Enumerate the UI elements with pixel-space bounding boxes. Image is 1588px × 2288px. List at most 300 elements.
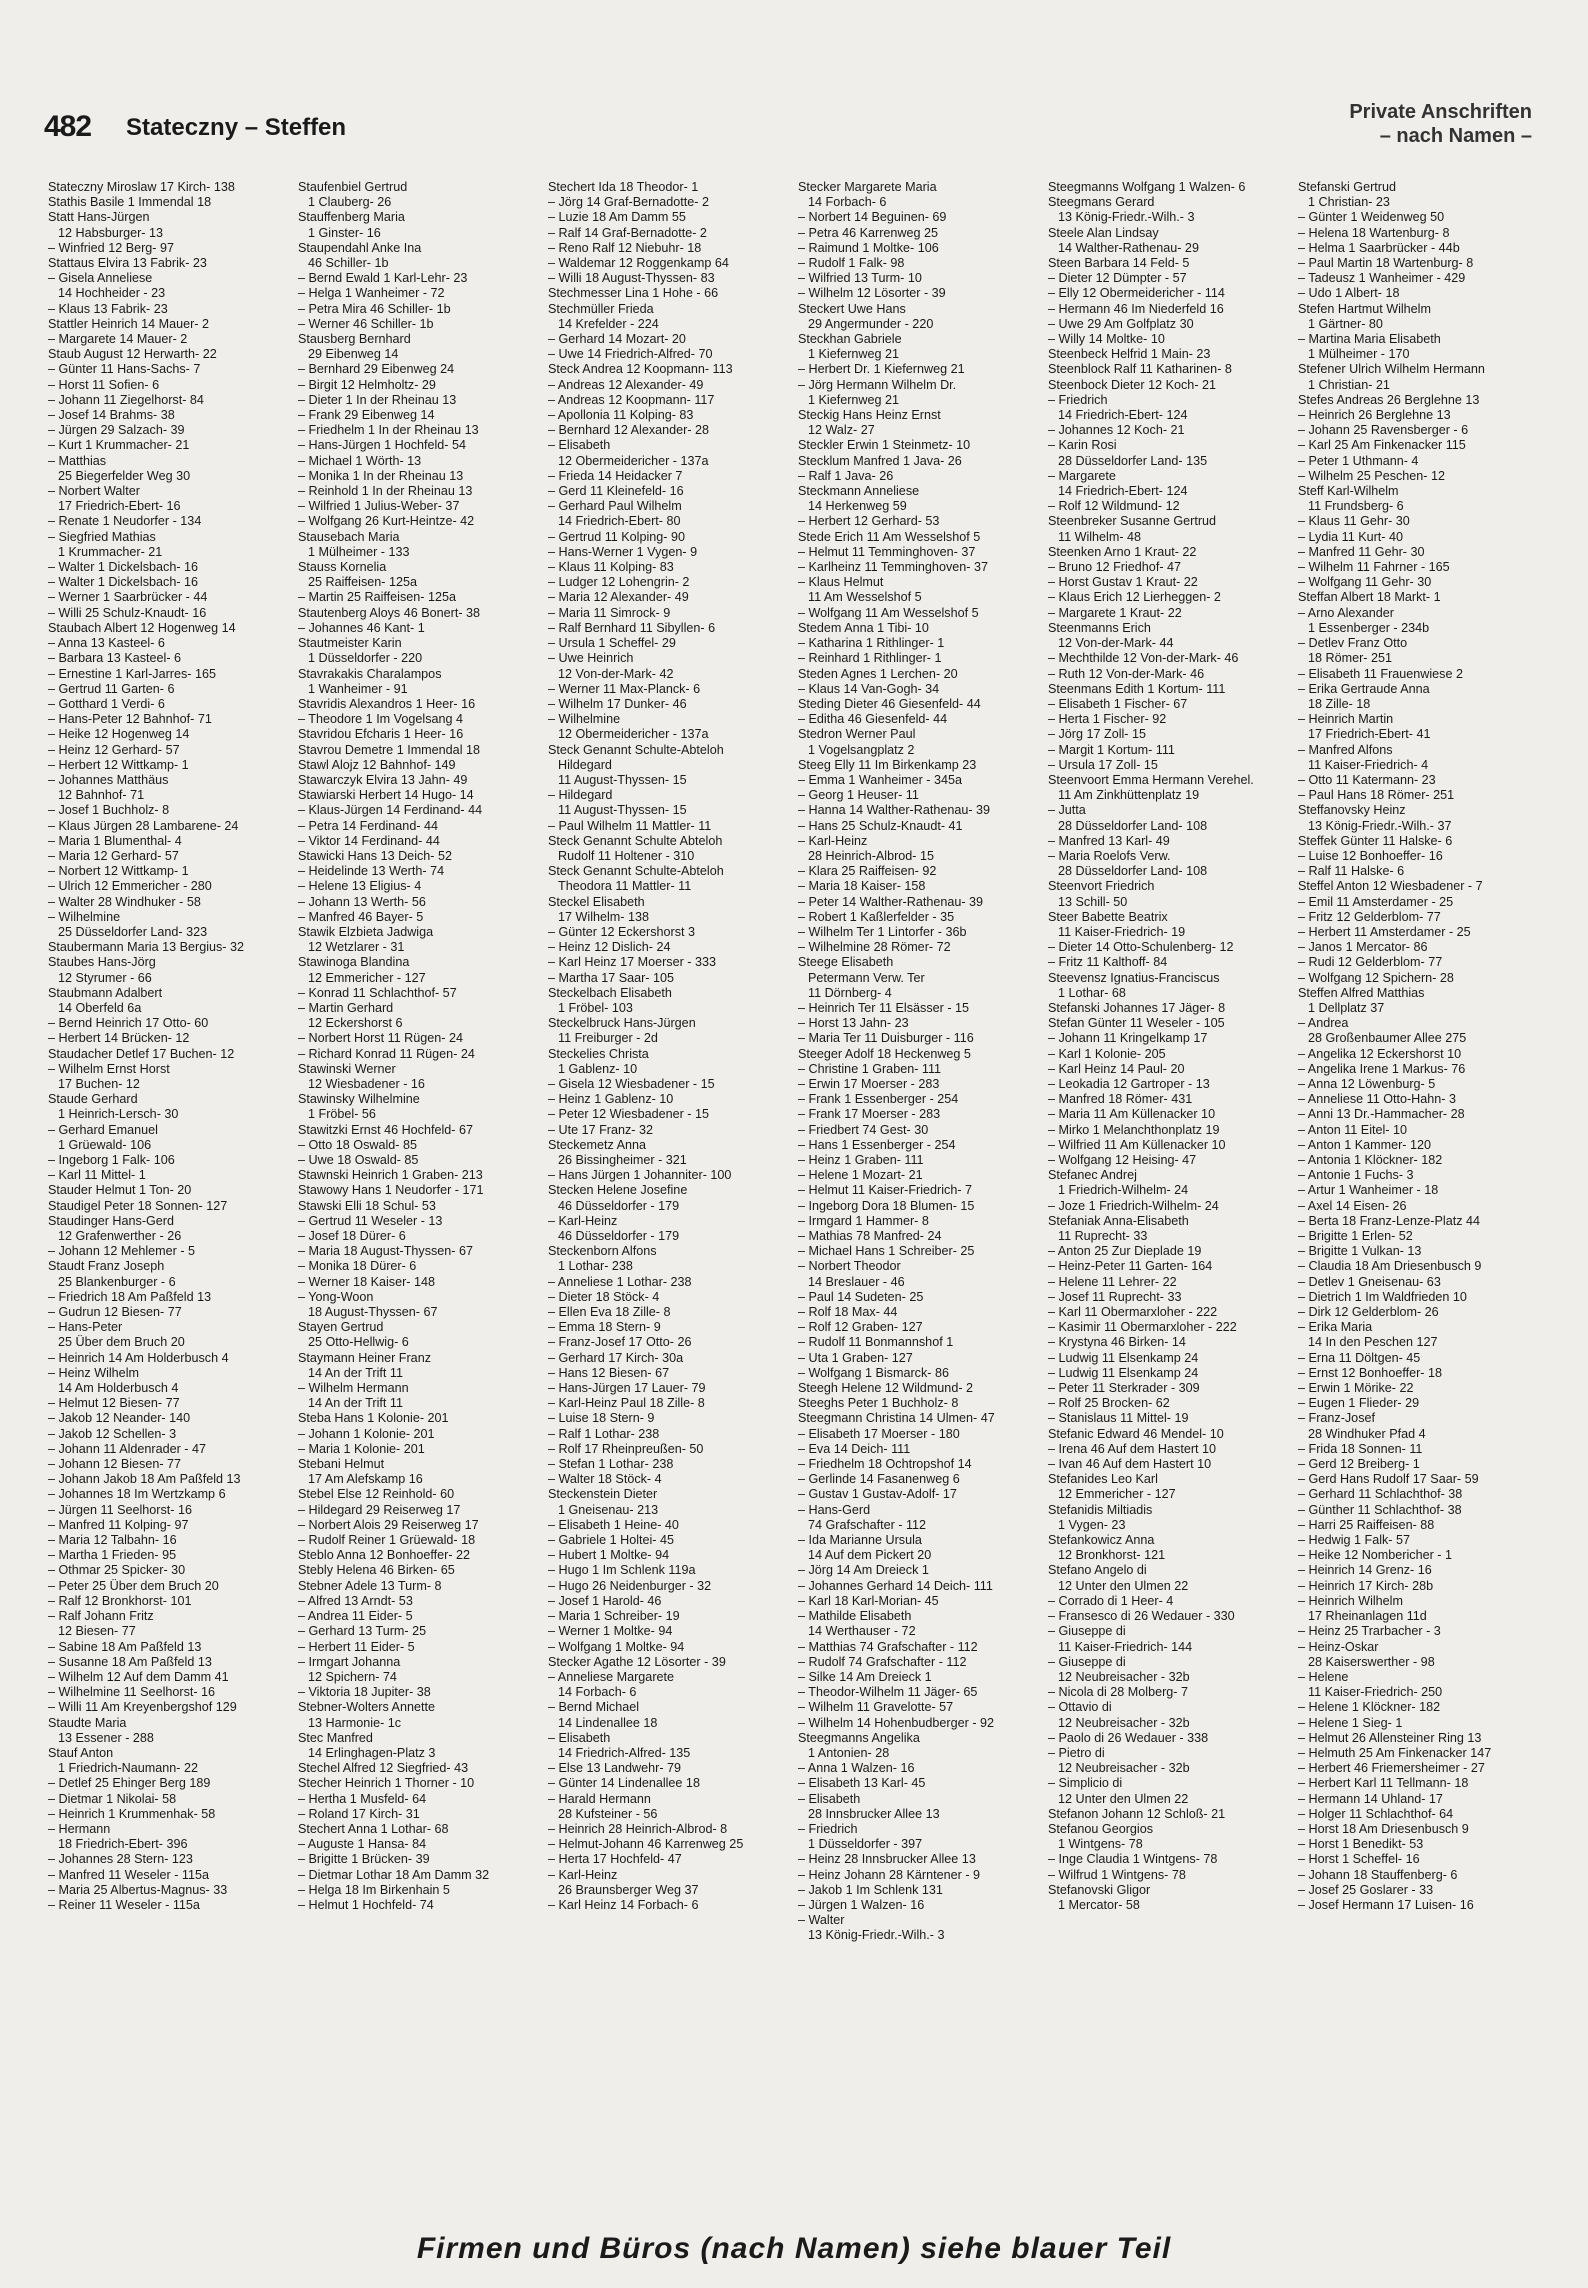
directory-entry: – Rolf 25 Brocken- 62	[1048, 1396, 1170, 1411]
directory-entry: 11 Frundsberg- 6	[1308, 499, 1404, 514]
directory-entry: 12 Walz- 27	[808, 423, 875, 438]
directory-entry: Steenbock Dieter 12 Koch- 21	[1048, 377, 1217, 392]
directory-entry: 28 Windhuker Pfad 4	[1308, 1426, 1426, 1441]
directory-entry: – Theodor-Wilhelm 11 Jäger- 65	[798, 1685, 978, 1700]
directory-entry: – Manfred 11 Weseler - 115a	[48, 1867, 210, 1882]
directory-entry: – Luise 12 Bonhoeffer- 16	[1298, 848, 1443, 863]
directory-entry: – Maria 12 Talbahn- 16	[48, 1533, 177, 1548]
directory-entry: Steele Alan Lindsay	[1048, 225, 1159, 240]
directory-entry: Steenbreker Susanne Gertrud	[1048, 514, 1217, 529]
directory-entry: 12 Von-der-Mark- 42	[558, 666, 674, 681]
directory-entry: – Helmut 1 Hochfeld- 74	[298, 1897, 434, 1912]
directory-entry: Staubach Albert 12 Hogenweg 14	[48, 620, 236, 635]
directory-entry: – Karl 11 Obermarxloher - 222	[1048, 1305, 1218, 1320]
directory-entry: 28 Kufsteiner - 56	[558, 1806, 658, 1821]
directory-entry: – Jutta	[1048, 803, 1086, 818]
directory-entry: – Eugen 1 Flieder- 29	[1298, 1396, 1420, 1411]
directory-entry: – Bernd Heinrich 17 Otto- 60	[48, 1016, 209, 1031]
directory-entry: – Margarete 1 Kraut- 22	[1048, 605, 1182, 620]
directory-entry: – Ralf 12 Bronkhorst- 101	[48, 1593, 192, 1608]
directory-entry: Stawowy Hans 1 Neudorfer - 171	[298, 1183, 484, 1198]
directory-entry: – Paul Hans 18 Römer- 251	[1298, 788, 1455, 803]
directory-entry: 12 Bronkhorst- 121	[1058, 1548, 1166, 1563]
directory-entry: – Johannes 46 Kant- 1	[298, 620, 425, 635]
directory-entry: – Karl 11 Mittel- 1	[48, 1168, 146, 1183]
directory-entry: – Holger 11 Schlachthof- 64	[1298, 1806, 1454, 1821]
directory-entry: – Peter 11 Sterkrader - 309	[1048, 1381, 1200, 1396]
directory-entry: – Erika Maria	[1298, 1320, 1373, 1335]
directory-entry: – Artur 1 Wanheimer - 18	[1298, 1183, 1439, 1198]
directory-entry: – Ludwig 11 Elsenkamp 24	[1048, 1350, 1199, 1365]
directory-entry: Steckelies Christa	[548, 1046, 649, 1061]
directory-entry: Steck Genannt Schulte Abteloh	[548, 833, 723, 848]
directory-entry: – Uwe Heinrich	[548, 651, 634, 666]
directory-entry: 1 Kiefernweg 21	[808, 392, 900, 407]
directory-entry: – Heinrich 14 Grenz- 16	[1298, 1563, 1432, 1578]
directory-entry: – Dieter 14 Otto-Schulenberg- 12	[1048, 940, 1234, 955]
directory-entry: Steckler Erwin 1 Steinmetz- 10	[798, 438, 971, 453]
footer-note: Firmen und Büros (nach Namen) siehe blauer Teil	[416, 2232, 1172, 2265]
directory-entry: Steevensz Ignatius-Franciscus	[1048, 970, 1220, 985]
directory-entry: – Johann 13 Werth- 56	[298, 894, 426, 909]
directory-entry: – Helmuth 25 Am Finkenacker 147	[1298, 1745, 1492, 1760]
directory-entry: 12 Wetzlarer - 31	[308, 940, 405, 955]
directory-entry: Stausebach Maria	[298, 529, 400, 544]
directory-entry: – Karlheinz 11 Temminghoven- 37	[798, 560, 988, 575]
directory-entry: – Willi 11 Am Kreyenbergshof 129	[48, 1700, 237, 1715]
directory-entry: 11 Wilhelm- 48	[1058, 529, 1142, 544]
directory-entry: 1 Grüewald- 106	[58, 1137, 152, 1152]
directory-entry: – Horst 13 Jahn- 23	[798, 1016, 909, 1031]
directory-entry: – Karl-Heinz	[548, 1867, 618, 1882]
directory-entry: – Friedhelm 18 Ochtropshof 14	[798, 1457, 972, 1472]
directory-entry: – Bernd Ewald 1 Karl-Lehr- 23	[298, 271, 468, 286]
directory-entry: – Ingeborg Dora 18 Blumen- 15	[798, 1198, 975, 1213]
directory-entry: – Jürgen 29 Salzach- 39	[48, 423, 185, 438]
directory-entry: – Ida Marianne Ursula	[798, 1533, 922, 1548]
directory-entry: 14 In den Peschen 127	[1308, 1335, 1438, 1350]
directory-entry: – Manfred 11 Gehr- 30	[1298, 544, 1425, 559]
directory-entry: – Auguste 1 Hansa- 84	[298, 1837, 427, 1852]
directory-entry: – Johann 11 Kringelkamp 17	[1048, 1031, 1208, 1046]
directory-entry: – Anni 13 Dr.-Hammacher- 28	[1298, 1107, 1465, 1122]
directory-entry: 11 Kaiser-Friedrich- 250	[1308, 1685, 1443, 1700]
directory-entry: – Gerd 12 Breiberg- 1	[1298, 1457, 1420, 1472]
directory-entry: – Heinrich Wilhelm	[1298, 1593, 1403, 1608]
directory-entry: 14 Forbach- 6	[808, 195, 887, 210]
directory-entry: – Peter 12 Wiesbadener - 15	[548, 1107, 710, 1122]
directory-entry: – Helmut 11 Kaiser-Friedrich- 7	[798, 1183, 973, 1198]
directory-entry: 14 Friedrich-Ebert- 124	[1058, 408, 1188, 423]
directory-entry: – Ralf Bernhard 11 Sibyllen- 6	[548, 620, 716, 635]
directory-entry: Steck Andrea 12 Koopmann- 113	[548, 362, 733, 377]
directory-entry: – Horst 1 Benedikt- 53	[1298, 1837, 1424, 1852]
directory-entry: 1 Ginster- 16	[308, 225, 381, 240]
directory-entry: – Karl 18 Karl-Morian- 45	[798, 1593, 939, 1608]
directory-entry: 1 Mülheimer - 170	[1308, 347, 1410, 362]
directory-entry: – Herta 17 Hochfeld- 47	[548, 1852, 682, 1867]
directory-entry: – Ingeborg 1 Falk- 106	[48, 1153, 175, 1167]
directory-entry: – Otto 18 Oswald- 85	[298, 1137, 418, 1152]
directory-entry: – Wolfgang 26 Kurt-Heintze- 42	[298, 514, 475, 529]
directory-columns	[48, 180, 1540, 2170]
directory-entry: – Dieter 12 Dümpter - 57	[1048, 271, 1187, 286]
directory-entry: – Paolo di 26 Wedauer - 338	[1048, 1730, 1209, 1745]
directory-entry: – Wilhelm 14 Hohenbudberger - 92	[798, 1715, 995, 1730]
directory-entry: Staudt Franz Joseph	[48, 1259, 165, 1274]
directory-entry: – Hans-Gerd	[798, 1502, 871, 1517]
directory-entry: 1 Wintgens- 78	[1058, 1837, 1143, 1852]
directory-entry: Stawicki Hans 13 Deich- 52	[298, 848, 452, 863]
directory-entry: – Jakob 12 Neander- 140	[48, 1411, 191, 1426]
directory-entry: – Bruno 12 Friedhof- 47	[1048, 560, 1182, 575]
directory-entry: – Jörg 14 Am Dreieck 1	[798, 1563, 929, 1578]
directory-entry: – Klaus Erich 12 Lierheggen- 2	[1048, 590, 1221, 605]
directory-entry: 11 August-Thyssen- 15	[558, 772, 687, 787]
directory-entry: 13 König-Friedr.-Wilh.- 3	[808, 1928, 945, 1943]
directory-entry: – Irena 46 Auf dem Hastert 10	[1048, 1441, 1217, 1456]
directory-entry: Stechert Ida 18 Theodor- 1	[548, 180, 699, 194]
directory-entry: 17 Buchen- 12	[58, 1076, 140, 1091]
directory-entry: – Janos 1 Mercator- 86	[1298, 940, 1428, 955]
directory-entry: – Manfred 46 Bayer- 5	[298, 909, 424, 924]
directory-entry: – Willi 18 August-Thyssen- 83	[548, 271, 715, 286]
directory-entry: – Günter 14 Lindenallee 18	[548, 1776, 700, 1791]
directory-entry: – Dirk 12 Gelderblom- 26	[1298, 1305, 1439, 1320]
directory-entry: – Paul Martin 18 Wartenburg- 8	[1298, 256, 1474, 271]
directory-entry: Steeger Adolf 18 Heckenweg 5	[798, 1046, 971, 1061]
directory-entry: – Friedbert 74 Gest- 30	[798, 1122, 929, 1137]
directory-entry: – Heinz Wilhelm	[48, 1365, 139, 1380]
directory-entry: – Helene	[1298, 1669, 1349, 1684]
directory-entry: – Maria 18 August-Thyssen- 67	[298, 1244, 474, 1259]
directory-entry: 14 Auf dem Pickert 20	[808, 1548, 932, 1563]
directory-entry: – Wilhelm 12 Auf dem Damm 41	[48, 1669, 229, 1684]
directory-entry: – Maria 1 Kolonie- 201	[298, 1441, 425, 1456]
directory-entry: – Klaus Jürgen 28 Lambarene- 24	[48, 818, 239, 833]
directory-entry: Stefanec Andrej	[1048, 1168, 1137, 1183]
directory-entry: – Wilfried 11 Am Küllenacker 10	[1048, 1137, 1226, 1152]
directory-entry: Steckhan Gabriele	[798, 332, 902, 347]
directory-entry: Steegmann Christina 14 Ulmen- 47	[798, 1411, 995, 1426]
directory-entry: – Anneliese 11 Otto-Hahn- 3	[1298, 1092, 1456, 1107]
directory-entry: Steffel Anton 12 Wiesbadener - 7	[1298, 879, 1483, 894]
directory-entry: – Hans 12 Biesen- 67	[548, 1365, 670, 1380]
directory-entry: – Horst 11 Sofien- 6	[48, 377, 160, 392]
directory-entry: – Manfred 13 Karl- 49	[1048, 833, 1170, 848]
directory-entry: Steffen Alfred Matthias	[1298, 985, 1425, 1000]
directory-entry: 1 Mercator- 58	[1058, 1897, 1140, 1912]
directory-entry: – Gisela Anneliese	[48, 271, 153, 286]
directory-entry: – Nicola di 28 Molberg- 7	[1048, 1685, 1189, 1700]
directory-entry: – Manfred 11 Kolping- 97	[48, 1517, 189, 1532]
directory-entry: – Johannes Matthäus	[48, 772, 169, 787]
directory-entry: – Mechthilde 12 Von-der-Mark- 46	[1048, 651, 1239, 666]
directory-entry: – Friedrich	[798, 1821, 858, 1836]
directory-entry: – Frank 1 Essenberger - 254	[798, 1092, 959, 1107]
directory-entry: – Erika Gertraude Anna	[1298, 681, 1430, 696]
directory-entry: – Walter 1 Dickelsbach- 16	[48, 575, 199, 590]
directory-entry: 1 Heinrich-Lersch- 30	[58, 1107, 179, 1122]
directory-entry: – Johannes Gerhard 14 Deich- 111	[798, 1578, 993, 1593]
directory-entry: 1 Lothar- 238	[558, 1259, 633, 1274]
directory-entry: – Udo 1 Albert- 18	[1298, 286, 1400, 301]
directory-entry: – Viktoria 18 Jupiter- 38	[298, 1685, 431, 1700]
directory-entry: – Karl Heinz 17 Moerser - 333	[548, 955, 716, 970]
directory-entry: Stebly Helena 46 Birken- 65	[298, 1563, 455, 1578]
directory-entry: – Maria Ter 11 Duisburger - 116	[798, 1031, 974, 1046]
directory-entry: – Ralf 1 Java- 26	[798, 468, 894, 483]
directory-entry: 28 Heinrich-Albrod- 15	[808, 848, 934, 863]
directory-entry: 18 Friedrich-Ebert- 396	[58, 1837, 188, 1852]
directory-entry: – Frieda 14 Heidacker 7	[548, 468, 683, 483]
directory-entry: Stavridis Alexandros 1 Heer- 16	[298, 696, 476, 711]
directory-entry: Petermann Verw. Ter	[808, 970, 925, 985]
directory-entry: – Wilhelm 12 Lösorter - 39	[798, 286, 946, 301]
directory-entry: Staub August 12 Herwarth- 22	[48, 347, 217, 362]
directory-entry: – Karin Rosi	[1048, 438, 1117, 453]
directory-entry: – Reno Ralf 12 Niebuhr- 18	[548, 240, 702, 255]
directory-entry: – Angelika 12 Eckershorst 10	[1298, 1046, 1462, 1061]
directory-entry: – Detlev 1 Gneisenau- 63	[1298, 1274, 1441, 1289]
directory-entry: Steenblock Ralf 11 Katharinen- 8	[1048, 362, 1232, 377]
directory-entry: Steff Karl-Wilhelm	[1298, 484, 1399, 499]
directory-entry: Stawnski Heinrich 1 Graben- 213	[298, 1168, 483, 1183]
directory-entry: – Klaus Helmut	[798, 575, 884, 590]
directory-entry: – Helene 13 Eligius- 4	[298, 879, 422, 894]
directory-entry: Stefanides Leo Karl	[1048, 1472, 1158, 1487]
directory-entry: – Elisabeth 1 Fischer- 67	[1048, 696, 1188, 711]
directory-entry: – Johann 1 Kolonie- 201	[298, 1426, 435, 1441]
directory-entry: – Maria 18 Kaiser- 158	[798, 879, 926, 894]
directory-entry: 1 Fröbel- 103	[558, 1000, 633, 1015]
directory-entry: – Heinrich 14 Am Holderbusch 4	[48, 1350, 229, 1365]
directory-entry: Stechmesser Lina 1 Hohe - 66	[548, 286, 719, 301]
directory-entry: – Frank 17 Moerser - 283	[798, 1107, 941, 1122]
directory-entry: – Michael 1 Wörth- 13	[298, 453, 422, 468]
directory-entry: Steckenborn Alfons	[548, 1244, 657, 1259]
directory-entry: 18 Römer- 251	[1308, 651, 1392, 666]
directory-entry: – Theodore 1 Im Vogelsang 4	[298, 712, 464, 727]
directory-entry: – Hermann	[48, 1821, 111, 1836]
directory-entry: – Walter 1 Dickelsbach- 16	[48, 560, 199, 575]
directory-entry: – Else 13 Landwehr- 79	[548, 1761, 682, 1776]
directory-entry: – Ivan 46 Auf dem Hastert 10	[1048, 1457, 1212, 1472]
directory-entry: – Horst Gustav 1 Kraut- 22	[1048, 575, 1198, 590]
directory-entry: Stebner-Wolters Annette	[298, 1700, 435, 1715]
directory-entry: – Paul Wilhelm 11 Mattler- 11	[548, 818, 712, 833]
directory-entry: Stecker Margarete Maria	[798, 180, 937, 194]
directory-entry: 11 Am Zinkhüttenplatz 19	[1058, 788, 1200, 803]
directory-entry: – Margarete	[1048, 468, 1116, 483]
directory-entry: – Sabine 18 Am Paßfeld 13	[48, 1639, 202, 1654]
directory-entry: – Hans-Peter	[48, 1320, 123, 1335]
directory-entry: – Johannes 18 Im Wertzkamp 6	[48, 1487, 226, 1502]
directory-entry: – Hedwig 1 Falk- 57	[1298, 1533, 1410, 1548]
directory-entry: – Luise 18 Stern- 9	[548, 1411, 655, 1426]
directory-entry: – Wolfgang 11 Am Wesselshof 5	[798, 605, 979, 620]
directory-entry: 12 Unter den Ulmen 22	[1058, 1578, 1189, 1593]
directory-entry: – Helmut 11 Temminghoven- 37	[798, 544, 976, 559]
directory-entry: – Josef 25 Goslarer - 33	[1298, 1882, 1434, 1897]
directory-entry: Stec Manfred	[298, 1730, 373, 1745]
directory-entry: Staubmann Adalbert	[48, 985, 163, 1000]
directory-entry: – Antonie 1 Fuchs- 3	[1298, 1168, 1414, 1183]
directory-entry: Stavrakakis Charalampos	[298, 666, 442, 681]
directory-entry: – Herbert Dr. 1 Kiefernweg 21	[798, 362, 965, 377]
directory-entry: – Karl-Heinz Paul 18 Zille- 8	[548, 1396, 705, 1411]
directory-entry: – Maria 25 Albertus-Magnus- 33	[48, 1882, 228, 1897]
directory-entry: 1 Wanheimer - 91	[308, 681, 408, 696]
directory-entry: – Elisabeth 11 Frauenwiese 2	[1298, 666, 1463, 681]
directory-entry: – Gerd 11 Kleinefeld- 16	[548, 484, 684, 499]
directory-entry: 29 Angermunder - 220	[808, 316, 934, 331]
directory-entry: – Mathias 78 Manfred- 24	[798, 1229, 942, 1244]
directory-entry: Stefanou Georgios	[1048, 1821, 1154, 1836]
directory-entry: – Norbert 12 Wittkamp- 1	[48, 864, 189, 879]
directory-entry: – Gerd Hans Rudolf 17 Saar- 59	[1298, 1472, 1479, 1487]
directory-entry: – Hans-Werner 1 Vygen- 9	[548, 544, 698, 559]
directory-entry: – Maria 12 Alexander- 49	[548, 590, 689, 605]
directory-entry: – Gerhard 11 Schlachthof- 38	[1298, 1487, 1463, 1502]
directory-entry: 13 Essener - 288	[58, 1730, 154, 1745]
directory-entry: 1 Krummacher- 21	[58, 544, 163, 559]
directory-entry: 14 Oberfeld 6a	[58, 1000, 142, 1015]
directory-entry: – Emma 18 Stern- 9	[548, 1320, 661, 1335]
directory-entry: – Josef 1 Buchholz- 8	[48, 803, 170, 818]
directory-entry: – Wilfried 1 Julius-Weber- 37	[298, 499, 460, 514]
directory-entry: Steck Genannt Schulte-Abteloh	[548, 742, 724, 757]
directory-entry: – Irmgard 1 Hammer- 8	[798, 1213, 929, 1228]
directory-entry: Steckert Uwe Hans	[798, 301, 906, 316]
directory-entry: Stecklum Manfred 1 Java- 26	[798, 453, 962, 468]
directory-entry: – Herbert Karl 11 Tellmann- 18	[1298, 1776, 1469, 1791]
directory-entry: – Werner 11 Max-Planck- 6	[548, 681, 701, 696]
directory-column-1	[48, 180, 290, 2170]
directory-entry: 12 Emmericher - 127	[1058, 1487, 1176, 1502]
directory-entry: – Giuseppe di	[1048, 1654, 1126, 1669]
directory-entry: – Hanna 14 Walther-Rathenau- 39	[798, 803, 991, 818]
directory-entry: Theodora 11 Mattler- 11	[558, 879, 692, 894]
directory-entry: – Ludger 12 Lohengrin- 2	[548, 575, 690, 590]
directory-entry: – Hugo 1 Im Schlenk 119a	[548, 1563, 696, 1578]
directory-entry: – Hermann 46 Im Niederfeld 16	[1048, 301, 1224, 316]
directory-entry: – Hertha 1 Musfeld- 64	[298, 1791, 427, 1806]
directory-entry: – Martina Maria Elisabeth	[1298, 332, 1441, 347]
directory-entry: – Dieter 1 In der Rheinau 13	[298, 392, 457, 407]
directory-entry: – Johann 11 Ziegelhorst- 84	[48, 392, 204, 407]
directory-entry: 12 Bahnhof- 71	[58, 788, 145, 803]
directory-entry: – Wilhelm 25 Peschen- 12	[1298, 468, 1445, 483]
directory-entry: Stauss Kornelia	[298, 560, 387, 575]
directory-entry: – Georg 1 Heuser- 11	[798, 788, 919, 803]
directory-entry: 11 Am Wesselshof 5	[808, 590, 922, 605]
directory-entry: – Dieter 18 Stöck- 4	[548, 1289, 660, 1304]
directory-entry: – Jakob 1 Im Schlenk 131	[798, 1882, 943, 1897]
directory-entry: – Anna 12 Löwenburg- 5	[1298, 1076, 1436, 1091]
directory-entry: – Anton 25 Zur Dieplade 19	[1048, 1244, 1202, 1259]
directory-entry: – Klaus-Jürgen 14 Ferdinand- 44	[298, 803, 483, 818]
directory-entry: – Berta 18 Franz-Lenze-Platz 44	[1298, 1213, 1481, 1228]
directory-entry: – Alfred 13 Arndt- 53	[298, 1593, 413, 1608]
directory-entry: 11 Kaiser-Friedrich- 144	[1058, 1639, 1193, 1654]
directory-entry: – Josef 18 Dürer- 6	[298, 1229, 406, 1244]
directory-entry: – Gudrun 12 Biesen- 77	[48, 1305, 182, 1320]
directory-entry: 12 Emmericher - 127	[308, 970, 426, 985]
directory-entry: Steegmanns Angelika	[798, 1730, 920, 1745]
directory-entry: – Maria 12 Gerhard- 57	[48, 848, 179, 863]
directory-entry: – Gotthard 1 Verdi- 6	[48, 696, 165, 711]
directory-entry: – Peter 25 Über dem Bruch 20	[48, 1578, 219, 1593]
directory-entry: – Josef 1 Harold- 46	[548, 1593, 662, 1608]
directory-entry: – Stanislaus 11 Mittel- 19	[1048, 1411, 1189, 1426]
directory-entry: – Wilfried 13 Turm- 10	[798, 271, 922, 286]
directory-entry: 13 König-Friedr.-Wilh.- 37	[1308, 818, 1452, 833]
directory-entry: – Monika 18 Dürer- 6	[298, 1259, 417, 1274]
directory-entry: – Johannes 28 Stern- 123	[48, 1852, 193, 1867]
directory-entry: – Wilhelm Ter 1 Lintorfer - 36b	[798, 924, 967, 939]
directory-entry: – Wilhelmine	[48, 909, 121, 924]
directory-entry: 1 Kiefernweg 21	[808, 347, 900, 362]
directory-entry: – Wolfgang 1 Bismarck- 86	[798, 1365, 949, 1380]
directory-entry: – Klara 25 Raiffeisen- 92	[798, 864, 937, 879]
directory-entry: 11 Kaiser-Friedrich- 19	[1058, 924, 1186, 939]
directory-entry: – Irmgart Johanna	[298, 1654, 401, 1669]
directory-entry: 14 Breslauer - 46	[808, 1274, 905, 1289]
directory-entry: – Ursula 1 Scheffel- 29	[548, 636, 676, 651]
directory-entry: – Ralf Johann Fritz	[48, 1609, 154, 1624]
directory-entry: – Othmar 25 Spicker- 30	[48, 1563, 186, 1578]
directory-entry: – Mirko 1 Melanchthonplatz 19	[1048, 1122, 1220, 1137]
directory-entry: Stawinoga Blandina	[298, 955, 410, 970]
directory-entry: – Erwin 17 Moerser - 283	[798, 1076, 940, 1091]
directory-entry: – Rolf 12 Graben- 127	[798, 1320, 923, 1335]
directory-entry: Steckenstein Dieter	[548, 1487, 658, 1502]
directory-entry: 12 Grafenwerther - 26	[58, 1229, 182, 1244]
directory-entry: Staudigel Peter 18 Sonnen- 127	[48, 1198, 228, 1213]
directory-entry: 13 Harmonie- 1c	[308, 1715, 402, 1730]
directory-entry: – Elisabeth	[548, 1730, 611, 1745]
directory-entry: – Helmut 12 Biesen- 77	[48, 1396, 180, 1411]
directory-entry: Steegmanns Wolfgang 1 Walzen- 6	[1048, 180, 1246, 194]
directory-entry: 12 Habsburger- 13	[58, 225, 164, 240]
page-header	[40, 96, 1532, 156]
directory-entry: 28 Großenbaumer Allee 275	[1308, 1031, 1467, 1046]
directory-entry: – Paul 14 Sudeten- 25	[798, 1289, 924, 1304]
directory-entry: Stefaniak Anna-Elisabeth	[1048, 1213, 1189, 1228]
directory-entry: Staubermann Maria 13 Bergius- 32	[48, 940, 245, 955]
directory-entry: – Anton 1 Kammer- 120	[1298, 1137, 1432, 1152]
directory-entry: – Elly 12 Obermeidericher - 114	[1048, 286, 1225, 301]
directory-entry: – Helene 1 Mozart- 21	[798, 1168, 923, 1183]
directory-entry: – Birgit 12 Helmholtz- 29	[298, 377, 436, 392]
directory-entry: – Heinz 1 Graben- 111	[798, 1153, 924, 1167]
directory-entry: 1 Fröbel- 56	[308, 1107, 376, 1122]
directory-entry: Staudacher Detlef 17 Buchen- 12	[48, 1046, 235, 1061]
directory-entry: 46 Schiller- 1b	[308, 256, 389, 271]
directory-entry: 1 Vygen- 23	[1058, 1517, 1126, 1532]
directory-entry: – Leokadia 12 Gartroper - 13	[1048, 1076, 1210, 1091]
directory-entry: – Maria 1 Schreiber- 19	[548, 1609, 680, 1624]
directory-entry: – Maria Roelofs Verw.	[1048, 848, 1171, 863]
directory-entry: Steeghs Peter 1 Buchholz- 8	[798, 1396, 959, 1411]
directory-entry: – Karl-Heinz	[548, 1213, 618, 1228]
directory-entry: – Wilhelm Ernst Horst	[48, 1061, 170, 1076]
directory-entry: – Brigitte 1 Brücken- 39	[298, 1852, 430, 1867]
directory-entry: 1 Dellplatz 37	[1308, 1000, 1385, 1015]
directory-entry: Stawinski Werner	[298, 1061, 396, 1076]
directory-entry: – Kasimir 11 Obermarxloher - 222	[1048, 1320, 1237, 1335]
